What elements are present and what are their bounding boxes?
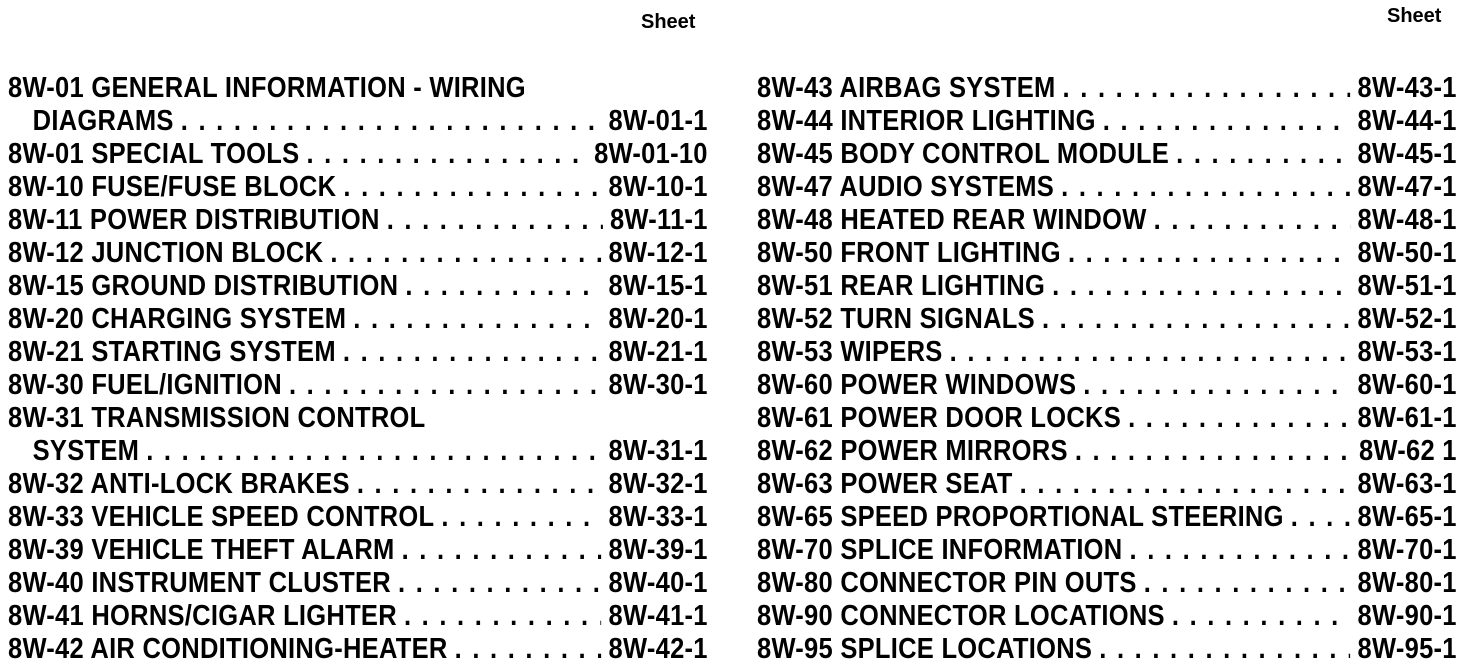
toc-column-right — [757, 72, 1457, 666]
toc-entry — [8, 138, 708, 171]
dot-leader — [405, 270, 601, 303]
toc-entry — [8, 600, 708, 633]
dot-leader — [343, 336, 602, 369]
dot-leader — [1020, 468, 1351, 501]
toc-entry-title: 8W-63 POWER SEAT — [757, 468, 1013, 500]
dot-leader — [1130, 534, 1351, 567]
toc-entry-title: 8W-61 POWER DOOR LOCKS — [757, 402, 1122, 434]
dot-leader — [1083, 369, 1350, 402]
toc-entry — [757, 534, 1457, 567]
toc-entry-title: 8W-11 POWER DISTRIBUTION — [8, 204, 380, 236]
toc-entry-title: 8W-80 CONNECTOR PIN OUTS — [757, 567, 1137, 599]
toc-entry — [8, 105, 708, 138]
toc-entry — [757, 369, 1457, 402]
dot-leader — [1144, 567, 1351, 600]
toc-entry — [8, 171, 708, 204]
toc-entry — [757, 138, 1457, 171]
toc-entry-sheet: 8W-52-1 — [1357, 303, 1457, 335]
dot-leader — [398, 567, 602, 600]
toc-entry-title: 8W-32 ANTI-LOCK BRAKES — [8, 468, 350, 500]
dot-leader — [1128, 402, 1350, 435]
toc-entry-sheet: 8W-51-1 — [1357, 270, 1457, 302]
dot-leader — [1042, 303, 1351, 336]
sheet-column-header-left: Sheet — [641, 11, 696, 33]
dot-leader — [306, 138, 587, 171]
toc-entry — [8, 567, 708, 600]
toc-entry-title: 8W-45 BODY CONTROL MODULE — [757, 138, 1170, 170]
toc-entry — [8, 435, 708, 468]
toc-entry-sheet: 8W-70-1 — [1357, 534, 1457, 566]
toc-entry-title: 8W-39 VEHICLE THEFT ALARM — [8, 534, 395, 566]
toc-entry-sheet: 8W-30-1 — [608, 369, 708, 401]
toc-entry — [757, 567, 1457, 600]
sheet-column-header-right: Sheet — [1387, 5, 1442, 27]
dot-leader — [1052, 270, 1350, 303]
toc-entry-sheet: 8W-01-1 — [608, 105, 708, 137]
dot-leader — [402, 534, 602, 567]
toc-entry-sheet: 8W-31-1 — [608, 435, 708, 467]
toc-entry-title: 8W-01 GENERAL INFORMATION - WIRING — [8, 72, 526, 104]
toc-entry-sheet: 8W-33-1 — [608, 501, 708, 533]
toc-entry-title: 8W-41 HORNS/CIGAR LIGHTER — [8, 600, 397, 632]
toc-entry — [757, 204, 1457, 237]
dot-leader — [387, 204, 603, 237]
toc-entry — [757, 600, 1457, 633]
toc-entry-title: DIAGRAMS — [32, 105, 174, 137]
toc-entry-title: 8W-15 GROUND DISTRIBUTION — [8, 270, 399, 302]
dot-leader — [441, 501, 601, 534]
toc-entry-sheet: 8W-41-1 — [608, 600, 708, 632]
toc-entry-title: 8W-70 SPLICE INFORMATION — [757, 534, 1123, 566]
toc-entry — [8, 633, 708, 666]
dot-leader — [1063, 72, 1351, 105]
toc-entry-sheet: 8W-12-1 — [608, 237, 708, 269]
toc-entry-sheet: 8W-45-1 — [1357, 138, 1457, 170]
toc-entry — [8, 534, 708, 567]
toc-entry — [757, 237, 1457, 270]
toc-entry-title: 8W-21 STARTING SYSTEM — [8, 336, 336, 368]
toc-entry-sheet: 8W-60-1 — [1357, 369, 1457, 401]
toc-entry-sheet: 8W-90-1 — [1357, 600, 1457, 632]
toc-entry-sheet: 8W-47-1 — [1357, 171, 1457, 203]
toc-entry-title: 8W-44 INTERIOR LIGHTING — [757, 105, 1096, 137]
toc-entry-title: 8W-40 INSTRUMENT CLUSTER — [8, 567, 391, 599]
toc-entry — [757, 435, 1457, 468]
toc-entry — [8, 501, 708, 534]
dot-leader — [1099, 633, 1350, 666]
toc-entry-sheet: 8W-39-1 — [608, 534, 708, 566]
toc-entry-sheet: 8W-48-1 — [1357, 204, 1457, 236]
dot-leader — [146, 435, 601, 468]
toc-entry-sheet: 8W-40-1 — [608, 567, 708, 599]
dot-leader — [289, 369, 602, 402]
toc-entry-title: 8W-62 POWER MIRRORS — [757, 435, 1068, 467]
toc-entry — [757, 633, 1457, 666]
toc-entry-sheet: 8W-80-1 — [1357, 567, 1457, 599]
toc-entry-sheet: 8W-42-1 — [608, 633, 708, 665]
toc-entry-title: 8W-47 AUDIO SYSTEMS — [757, 171, 1055, 203]
dot-leader — [353, 303, 601, 336]
toc-entry — [8, 336, 708, 369]
toc-entry — [757, 171, 1457, 204]
toc-entry — [757, 303, 1457, 336]
toc-entry — [757, 270, 1457, 303]
toc-entry-title: 8W-51 REAR LIGHTING — [757, 270, 1046, 302]
toc-entry-sheet: 8W-65-1 — [1357, 501, 1457, 533]
toc-entry-sheet: 8W-62 1 — [1358, 435, 1457, 467]
dot-leader — [1154, 204, 1351, 237]
dot-leader — [330, 237, 601, 270]
toc-entry-sheet: 8W-15-1 — [608, 270, 708, 302]
toc-entry-sheet: 8W-53-1 — [1357, 336, 1457, 368]
toc-entry-title: 8W-10 FUSE/FUSE BLOCK — [8, 171, 337, 203]
toc-entry — [757, 336, 1457, 369]
toc-entry-title: 8W-31 TRANSMISSION CONTROL — [8, 402, 426, 434]
dot-leader — [950, 336, 1351, 369]
toc-entry — [757, 402, 1457, 435]
dot-leader — [1172, 600, 1351, 633]
toc-entry-sheet: 8W-20-1 — [608, 303, 708, 335]
toc-entry — [757, 72, 1457, 105]
toc-entry-sheet: 8W-10-1 — [608, 171, 708, 203]
toc-entry — [8, 204, 708, 237]
toc-entry-sheet: 8W-44-1 — [1357, 105, 1457, 137]
dot-leader — [181, 105, 602, 138]
toc-entry-title: 8W-53 WIPERS — [757, 336, 943, 368]
toc-entry-sheet: 8W-11-1 — [609, 204, 708, 236]
toc-entry-title: 8W-12 JUNCTION BLOCK — [8, 237, 324, 269]
toc-entry-sheet: 8W-61-1 — [1357, 402, 1457, 434]
toc-entry-title: 8W-01 SPECIAL TOOLS — [8, 138, 300, 170]
toc-entry-title: 8W-42 AIR CONDITIONING-HEATER — [8, 633, 448, 665]
toc-entry-title: 8W-43 AIRBAG SYSTEM — [757, 72, 1056, 104]
toc-entry — [8, 237, 708, 270]
toc-entry-title: 8W-65 SPEED PROPORTIONAL STEERING — [757, 501, 1284, 533]
toc-entry — [8, 72, 708, 105]
toc-entry-title: 8W-20 CHARGING SYSTEM — [8, 303, 347, 335]
toc-entry-title: 8W-48 HEATED REAR WINDOW — [757, 204, 1147, 236]
toc-entry-sheet: 8W-50-1 — [1357, 237, 1457, 269]
toc-entry — [8, 270, 708, 303]
dot-leader — [1068, 237, 1351, 270]
dot-leader — [1075, 435, 1352, 468]
toc-entry — [757, 105, 1457, 138]
toc-entry — [8, 468, 708, 501]
toc-entry-title: 8W-52 TURN SIGNALS — [757, 303, 1035, 335]
dot-leader — [404, 600, 602, 633]
toc-entry — [8, 303, 708, 336]
toc-entry-title: 8W-60 POWER WINDOWS — [757, 369, 1077, 401]
toc-entry-sheet: 8W-32-1 — [608, 468, 708, 500]
dot-leader — [1103, 105, 1351, 138]
toc-entry-sheet: 8W-95-1 — [1357, 633, 1457, 665]
dot-leader — [1061, 171, 1350, 204]
toc-entry-title: SYSTEM — [32, 435, 140, 467]
dot-leader — [357, 468, 602, 501]
toc-column-left — [8, 72, 708, 666]
toc-entry-sheet: 8W-63-1 — [1357, 468, 1457, 500]
toc-entry-title: 8W-33 VEHICLE SPEED CONTROL — [8, 501, 435, 533]
toc-entry-title: 8W-90 CONNECTOR LOCATIONS — [757, 600, 1165, 632]
toc-entry-sheet: 8W-43-1 — [1357, 72, 1457, 104]
toc-entry-title: 8W-95 SPLICE LOCATIONS — [757, 633, 1093, 665]
toc-entry — [757, 501, 1457, 534]
toc-entry-title: 8W-50 FRONT LIGHTING — [757, 237, 1061, 269]
dot-leader — [1176, 138, 1350, 171]
toc-entry — [8, 369, 708, 402]
dot-leader — [455, 633, 602, 666]
toc-entry-title: 8W-30 FUEL/IGNITION — [8, 369, 282, 401]
toc-entry-sheet: 8W-21-1 — [608, 336, 708, 368]
toc-entry-sheet: 8W-01-10 — [594, 138, 708, 170]
toc-entry — [757, 468, 1457, 501]
dot-leader — [1291, 501, 1351, 534]
dot-leader — [343, 171, 601, 204]
toc-entry — [8, 402, 708, 435]
